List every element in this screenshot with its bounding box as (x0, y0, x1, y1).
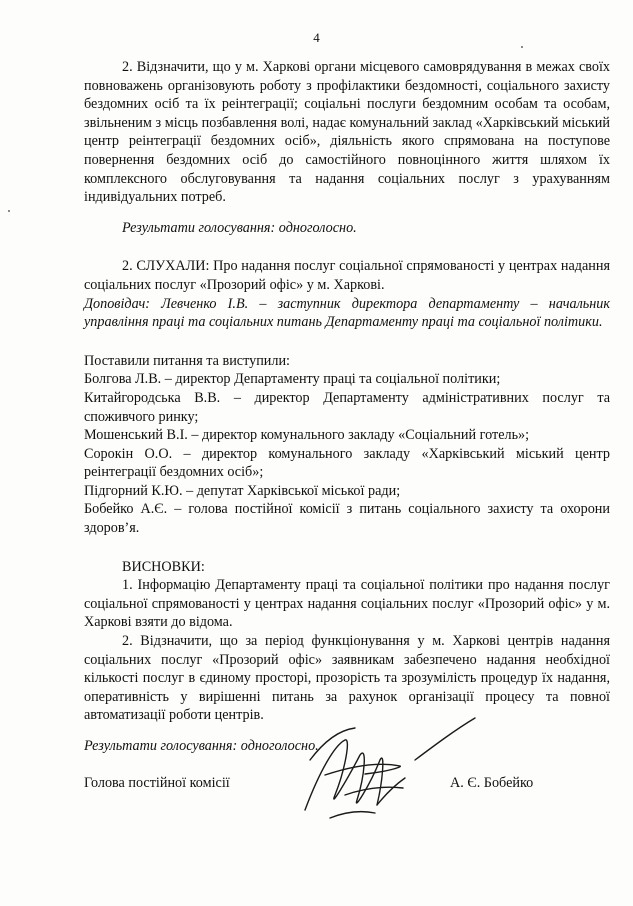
participant-5: Підгорний К.Ю. – депутат Харківської міської ради; (84, 482, 401, 499)
signature-title: Голова постійної комісії (84, 775, 230, 791)
participant-1: Болгова Л.В. – директор Департаменту праці та соціальної політики; (84, 371, 501, 388)
vote-result-1: Результати голосування: одноголосно. (122, 219, 357, 236)
participant-3: Мошенський В.І. – директор комунального закладу «Соціальний готель»; (84, 427, 530, 444)
paragraph-homeless-services: 2. Відзначити, що у м. Харкові органи місцевого самоврядування в межах своїх повноважень організовують роботу з профілактики бездомності, соціального захисту бездомних осіб та їх реінтеграції; соціальні послуги бездомним особам та особам, звільненим з місць позбавлення волі, надає комунальний заклад «Харківський міський центр реінтеграції бездомних осіб», діяльність якого спрямована на поступове повернення бездомних осіб до самостійного повноцінного життя шляхом їх комплексного обслуговування та надання соціальних послуг з урахуванням індивідуальних потреб. (84, 59, 610, 206)
page-number: 4 (313, 30, 320, 45)
participant-6: Бобейко А.Є. – голова постійної комісії з питань соціального захисту та охорони здоров’я. (84, 501, 610, 537)
vote-result-2: Результати голосування: одноголосно. (84, 738, 319, 754)
scan-speck (8, 210, 10, 212)
heard-item-2: 2. СЛУХАЛИ: Про надання послуг соціальної спрямованості у центрах надання соціальних послуг «Прозорий офіс» у м. Харкові. (84, 258, 610, 293)
speaker-line: Доповідач: Левченко І.В. – заступник директора департаменту – начальник управління праці та соціальних питань Департаменту праці та соціальної політики. (84, 295, 610, 331)
conclusions-header: ВИСНОВКИ: (122, 558, 205, 575)
participant-2: Китайгородська В.В. – директор Департаменту адміністративних послуг та споживчого ринку; (84, 389, 610, 425)
conclusion-2: 2. Відзначити, що за період функціонування у м. Харкові центрів надання соціальних послуг «Прозорий офіс» заявникам забезпечено надання необхідної кількості послуг в єдиному просторі, прозорість та зрозумілість процедур їх надання, оперативність у вирішенні питань за рахунок організації процесу та повної автоматизації роботи центрів. (84, 633, 610, 724)
conclusion-1: 1. Інформацію Департаменту праці та соціальної політики про надання послуг соціальної спрямованості у центрах надання соціальних послуг «Прозорий офіс» у м. Харкові взяти до відома. (84, 577, 610, 631)
signature-name: А. Є. Бобейко (450, 775, 534, 791)
participant-4: Сорокін О.О. – директор комунального закладу «Харківський міський центр реінтеграції бездомних осіб»; (84, 445, 610, 481)
scan-speck (521, 46, 523, 48)
handwritten-signature (285, 700, 495, 830)
document-body (84, 58, 610, 756)
questions-header: Поставили питання та виступили: (84, 352, 290, 369)
